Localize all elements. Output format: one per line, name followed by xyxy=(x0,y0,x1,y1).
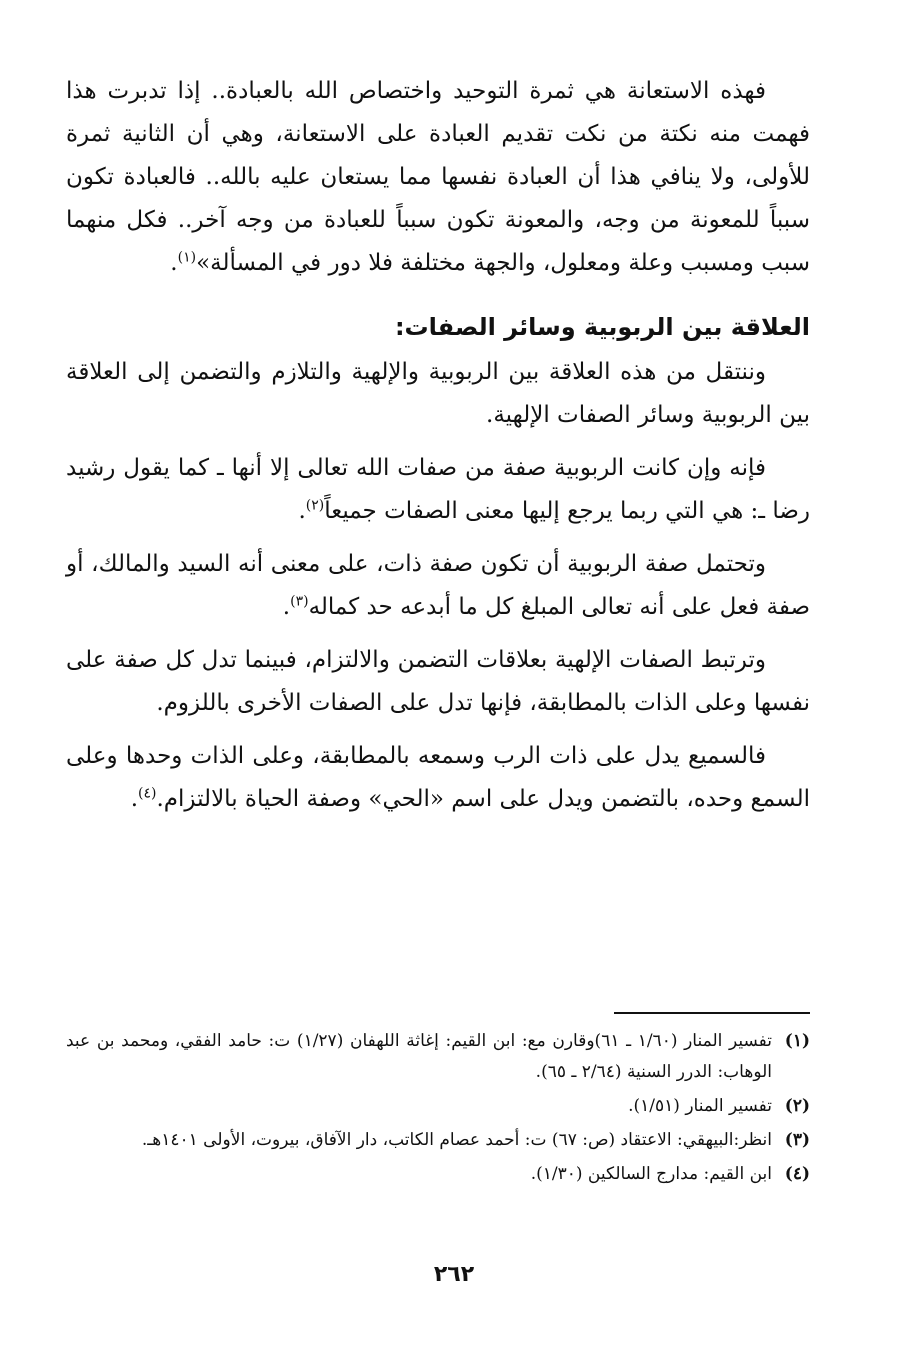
paragraph xyxy=(66,70,810,285)
footnote-marker[interactable]: (٤) xyxy=(138,785,157,802)
paragraph xyxy=(66,351,810,437)
paragraph-text: فإنه وإن كانت الربوبية صفة من صفات الله تعالى إلا أنها ـ كما يقول رشيد رضا ـ: هي التي ربما يرجع إليها معنى الصفات جميعاً xyxy=(66,455,810,524)
section-heading: العلاقة بين الربوبية وسائر الصفات: xyxy=(394,313,810,341)
paragraph-text: فالسميع يدل على ذات الرب وسمعه بالمطابقة، وعلى الذات وحدها وعلى السمع وحده، بالتضمن ويدل على اسم «الحي» وصفة الحياة بالالتزام. xyxy=(66,743,810,812)
footnote-marker[interactable]: (٢) xyxy=(305,497,325,514)
footnote-item xyxy=(66,1026,810,1088)
footnote-marker[interactable]: (١) xyxy=(177,249,197,266)
paragraph-text: وننتقل من هذه العلاقة بين الربوبية والإلهية والتلازم والتضمن إلى العلاقة بين الربوبية وسائر الصفات الإلهية. xyxy=(66,359,810,428)
paragraph xyxy=(66,639,810,725)
paragraph xyxy=(66,735,810,821)
paragraph-end: . xyxy=(282,594,291,620)
footnote-number: (١) xyxy=(784,1031,810,1051)
paragraph-end: . xyxy=(130,786,139,812)
footnote-item xyxy=(66,1125,810,1156)
footnotes xyxy=(66,1012,810,1193)
paragraph-text: وترتبط الصفات الإلهية بعلاقات التضمن والالتزام، فبينما تدل كل صفة على نفسها وعلى الذات بالمطابقة، فإنها تدل على الصفات الأخرى باللزوم. xyxy=(66,647,810,716)
footnote-item xyxy=(66,1091,810,1122)
footnote-text: انظر:البيهقي: الاعتقاد (ص: ٦٧) ت: أحمد عصام الكاتب، دار الآفاق، بيروت، الأولى ١٤٠١هـ. xyxy=(141,1130,772,1150)
footnote-number: (٣) xyxy=(784,1130,810,1150)
paragraph xyxy=(66,543,810,629)
footnote-text: تفسير المنار (١/٥١). xyxy=(628,1096,772,1116)
page-body xyxy=(66,70,810,831)
paragraph-text: وتحتمل صفة الربوبية أن تكون صفة ذات، على معنى أنه السيد والمالك، أو صفة فعل على أنه تعالى المبلغ كل ما أبدعه حد كماله xyxy=(66,551,810,620)
footnote-number: (٤) xyxy=(784,1164,810,1184)
footnote-item xyxy=(66,1159,810,1190)
paragraph-end: . xyxy=(170,250,178,276)
footnote-divider xyxy=(614,1012,810,1014)
paragraph xyxy=(66,447,810,533)
page-number: ٢٦٢ xyxy=(433,1262,475,1287)
footnote-text: تفسير المنار (١/٦٠ ـ ٦١)وقارن مع: ابن القيم: إغاثة اللهفان (١/٢٧) ت: حامد الفقي، ومحمد بن عبد الوهاب: الدرر السنية (٢/٦٤ ـ ٦٥). xyxy=(66,1031,772,1082)
footnote-text: ابن القيم: مدارج السالكين (١/٣٠). xyxy=(530,1164,772,1184)
paragraph-end: . xyxy=(298,498,306,524)
footnote-marker[interactable]: (٣) xyxy=(290,593,309,610)
footnote-number: (٢) xyxy=(784,1096,810,1116)
paragraph-text: فهذه الاستعانة هي ثمرة التوحيد واختصاص الله بالعبادة.. إذا تدبرت هذا فهمت منه نكتة من نكت تقديم العبادة على الاستعانة، وهي أن الثانية ثمرة للأولى، ولا ينافي هذا أن العبادة نفسها مما يستعان عليه بالله.. فالعبادة تكون سبباً للمعونة من وجه، والمعونة تكون سبباً للعبادة من وجه آخر.. فكل منهما سبب ومسبب وعلة ومعلول، والجهة مختلفة فلا دور في المسألة» xyxy=(66,78,810,276)
